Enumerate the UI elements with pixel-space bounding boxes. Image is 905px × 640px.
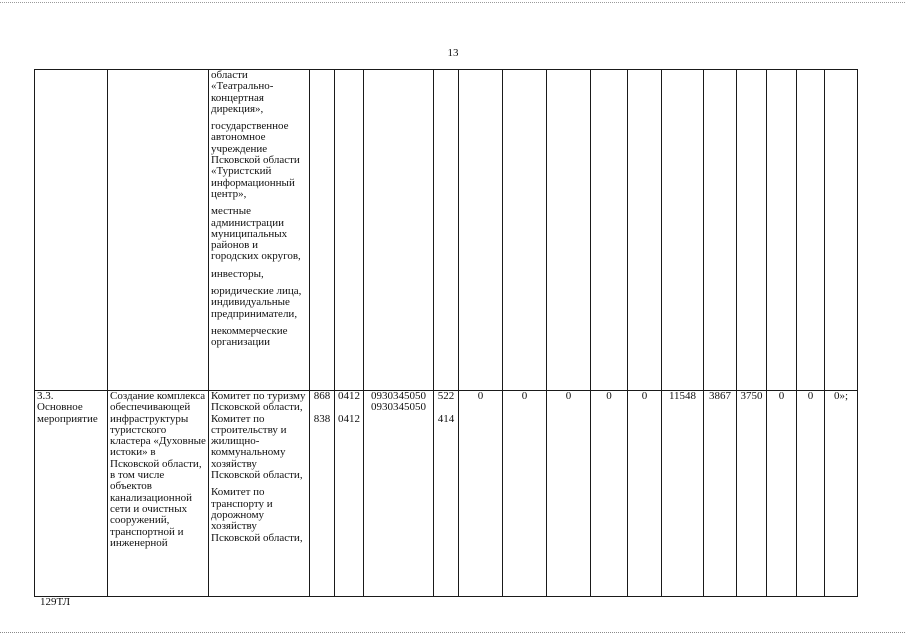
- cell-grbs: [310, 70, 335, 391]
- csr-code: 0930345050: [371, 390, 426, 402]
- cell-executors: [209, 70, 310, 391]
- cell-amount: [662, 70, 704, 391]
- vr-code: 522: [437, 390, 455, 402]
- cell-amount: 3750: [737, 391, 767, 597]
- scan-edge-top: [0, 2, 905, 4]
- cell-amount: 0»;: [825, 391, 858, 597]
- cell-rzpr: [335, 391, 364, 597]
- cell-amount: 0: [628, 391, 662, 597]
- cell-vr: [434, 70, 459, 391]
- executor-text: местные администрации муниципальных районов и городских округов,: [211, 205, 301, 263]
- cell-amount: 11548: [662, 391, 704, 597]
- cell-csr: [364, 391, 434, 597]
- grbs-code: 838: [313, 413, 331, 426]
- executor-text: Комитет по туризму Псковской области, Комитет по строительству и жилищно-коммунальному хозяйству Псковской области,: [211, 390, 306, 482]
- cell-amount: 3867: [704, 391, 737, 597]
- cell-amount: 0: [797, 391, 825, 597]
- cell-amount: 0: [459, 391, 503, 597]
- cell-amount: [737, 70, 767, 391]
- footer-code: 129ТЛ: [40, 596, 71, 608]
- executor-text: государственное автономное учреждение Псковской области «Туристский информационный центр»,: [211, 120, 300, 200]
- vr-code: 414: [437, 413, 455, 426]
- cell-amount: [628, 70, 662, 391]
- cell-number: [35, 391, 108, 597]
- item-kind: Основное мероприятие: [37, 401, 98, 425]
- cell-amount: [591, 70, 628, 391]
- cell-amount: 0: [591, 391, 628, 597]
- item-number: 3.3.: [37, 390, 54, 402]
- cell-amount: [704, 70, 737, 391]
- rzpr-code: 0412: [338, 390, 360, 402]
- cell-rzpr: [335, 70, 364, 391]
- cell-amount: [503, 70, 547, 391]
- cell-amount: 0: [767, 391, 797, 597]
- cell-amount: [459, 70, 503, 391]
- cell-amount: [547, 70, 591, 391]
- rzpr-code: 0412: [338, 413, 360, 426]
- executor-text: инвесторы,: [211, 267, 264, 280]
- cell-name: [108, 391, 209, 597]
- cell-executors: [209, 391, 310, 597]
- cell-grbs: [310, 391, 335, 597]
- executor-text: некоммерческие организации: [211, 324, 288, 349]
- cell-amount: [797, 70, 825, 391]
- executor-text: юридические лица, индивидуальные предприниматели,: [211, 285, 302, 320]
- cell-amount: [767, 70, 797, 391]
- cell-amount: [825, 70, 858, 391]
- cell-amount: 0: [547, 391, 591, 597]
- cell-name: [108, 70, 209, 391]
- grbs-code: 868: [313, 390, 331, 402]
- page-number: 13: [447, 47, 459, 59]
- scan-edge-bottom: [0, 632, 905, 634]
- item-name: Создание комплекса обеспечивающей инфраструктуры туристского кластера «Духовные истоки» в Псковской области, в том числе объектов канализационной сети и очистных сооружений, транспортной и инженерной: [110, 390, 206, 549]
- cell-number: [35, 70, 108, 391]
- executor-text: Комитет по транспорту и дорожному хозяйству Псковской области,: [211, 486, 303, 544]
- table-row: [35, 391, 858, 597]
- csr-code: 0930345050: [371, 401, 426, 414]
- cell-amount: 0: [503, 391, 547, 597]
- executor-text: области «Театрально-концертная дирекция»,: [211, 69, 274, 115]
- table-row: [35, 70, 858, 391]
- cell-csr: [364, 70, 434, 391]
- program-table: [34, 69, 858, 597]
- cell-vr: [434, 391, 459, 597]
